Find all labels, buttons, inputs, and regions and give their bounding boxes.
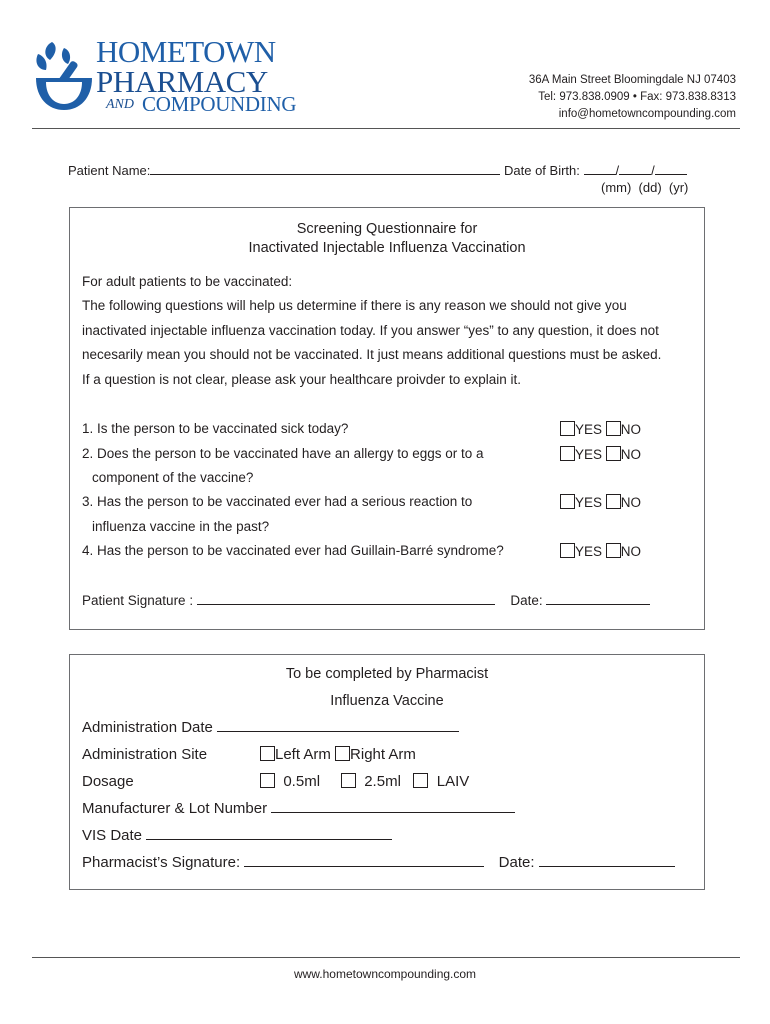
logo-line-and: AND <box>106 97 134 112</box>
dose-0.5ml-label: 0.5ml <box>283 773 321 790</box>
dose-laiv-label: LAIV <box>436 773 470 790</box>
intro-line: necesarily mean you should not be vaccinated. It just means additional questions must be asked. <box>82 347 662 362</box>
dosage-options <box>260 773 469 790</box>
right-arm-checkbox[interactable] <box>335 746 350 761</box>
patient-signature-date-field[interactable] <box>546 593 650 605</box>
dob-label: Date of Birth: <box>504 163 580 178</box>
footer-divider <box>32 957 740 958</box>
question-2-yes-checkbox[interactable] <box>560 446 575 461</box>
question-4-yes-checkbox[interactable] <box>560 543 575 558</box>
pharmacist-signature-field[interactable] <box>244 855 484 867</box>
yes-label: YES <box>575 447 603 462</box>
yes-label: YES <box>575 495 603 510</box>
no-label: NO <box>620 447 642 462</box>
no-label: NO <box>620 495 642 510</box>
patient-name-label: Patient Name: <box>68 163 151 178</box>
dob-format-hint: (mm) (dd) (yr) <box>601 180 689 195</box>
screening-title-line2: Inactivated Injectable Influenza Vaccination <box>248 240 526 256</box>
pharmacist-section-subtitle: Influenza Vaccine <box>330 693 444 709</box>
question-4: 4. Has the person to be vaccinated ever had Guillain-Barré syndrome? <box>82 543 504 558</box>
question-1: 1. Is the person to be vaccinated sick today? <box>82 421 349 436</box>
pharmacist-signature-date-label: Date: <box>498 854 535 871</box>
vis-date-row <box>82 827 392 844</box>
question-4-answers <box>560 543 641 559</box>
yes-label: YES <box>575 422 603 437</box>
right-arm-label: Right Arm <box>350 746 416 763</box>
manufacturer-lot-row <box>82 800 515 817</box>
email-line: info@hometowncompounding.com <box>558 108 736 120</box>
no-label: NO <box>620 422 642 437</box>
dob-month-field[interactable] <box>584 163 616 175</box>
pharmacist-signature-date-field[interactable] <box>539 855 675 867</box>
vis-date-field[interactable] <box>146 828 392 840</box>
screening-questionnaire-box <box>69 207 705 630</box>
dosage-label: Dosage <box>82 773 134 790</box>
question-2-continued: component of the vaccine? <box>92 470 254 485</box>
left-arm-checkbox[interactable] <box>260 746 275 761</box>
patient-signature-field[interactable] <box>197 593 495 605</box>
administration-site-options <box>260 746 416 763</box>
logo-line-hometown: HOMETOWN <box>96 34 276 69</box>
administration-site-label: Administration Site <box>82 746 208 763</box>
dose-2.5ml-label: 2.5ml <box>364 773 401 790</box>
administration-site-row <box>82 746 207 763</box>
phone-fax-line: Tel: 973.838.0909 • Fax: 973.838.8313 <box>538 91 736 103</box>
patient-name-field[interactable] <box>150 163 500 175</box>
administration-date-field[interactable] <box>217 720 459 732</box>
pharmacist-signature-row <box>82 854 675 871</box>
dob-day-field[interactable] <box>619 163 651 175</box>
mortar-pestle-leaf-icon <box>34 38 94 118</box>
pharmacy-logo <box>34 34 314 120</box>
question-3-continued: influenza vaccine in the past? <box>92 519 270 534</box>
patient-signature-date-label: Date: <box>510 593 543 608</box>
dose-2.5ml-checkbox[interactable] <box>341 773 356 788</box>
left-arm-label: Left Arm <box>275 746 331 763</box>
manufacturer-lot-label: Manufacturer & Lot Number <box>82 800 268 817</box>
footer-website[interactable]: www.hometowncompounding.com <box>293 967 477 981</box>
dose-laiv-checkbox[interactable] <box>413 773 428 788</box>
pharmacy-contact <box>529 72 736 123</box>
patient-signature-row <box>82 593 650 608</box>
pharmacist-signature-label: Pharmacist’s Signature: <box>82 854 241 871</box>
administration-date-label: Administration Date <box>82 719 213 736</box>
question-3-answers <box>560 494 641 510</box>
intro-line: inactivated injectable influenza vaccination today. If you answer “yes” to any question, it does not <box>82 323 659 338</box>
dose-0.5ml-checkbox[interactable] <box>260 773 275 788</box>
question-1-answers <box>560 421 641 437</box>
question-4-no-checkbox[interactable] <box>606 543 621 558</box>
question-2-no-checkbox[interactable] <box>606 446 621 461</box>
question-2: 2. Does the person to be vaccinated have an allergy to eggs or to a <box>82 446 484 461</box>
question-2-answers <box>560 446 641 462</box>
dob-year-field[interactable] <box>655 163 687 175</box>
intro-line: If a question is not clear, please ask your healthcare proivder to explain it. <box>82 372 522 387</box>
manufacturer-lot-field[interactable] <box>271 801 515 813</box>
vis-date-label: VIS Date <box>82 827 143 844</box>
no-label: NO <box>620 544 642 559</box>
address-line: 36A Main Street Bloomingdale NJ 07403 <box>528 74 736 86</box>
yes-label: YES <box>575 544 603 559</box>
intro-line: The following questions will help us determine if there is any reason we should not give you <box>82 298 627 313</box>
administration-date-row <box>82 719 459 736</box>
patient-info-row: Patient Name: Date of Birth: / / <box>68 163 687 178</box>
patient-signature-label: Patient Signature : <box>82 593 194 608</box>
pharmacist-section-box <box>69 654 705 890</box>
logo-line-compounding: COMPOUNDING <box>142 92 297 116</box>
screening-title-line1: Screening Questionnaire for <box>296 221 478 237</box>
header-divider <box>32 128 740 129</box>
question-3-yes-checkbox[interactable] <box>560 494 575 509</box>
question-1-yes-checkbox[interactable] <box>560 421 575 436</box>
intro-line: For adult patients to be vaccinated: <box>82 274 293 289</box>
question-1-no-checkbox[interactable] <box>606 421 621 436</box>
pharmacist-section-title: To be completed by Pharmacist <box>285 666 489 682</box>
question-3: 3. Has the person to be vaccinated ever had a serious reaction to <box>82 494 473 509</box>
question-3-no-checkbox[interactable] <box>606 494 621 509</box>
logo-line-pharmacy: PHARMACY <box>96 64 268 99</box>
